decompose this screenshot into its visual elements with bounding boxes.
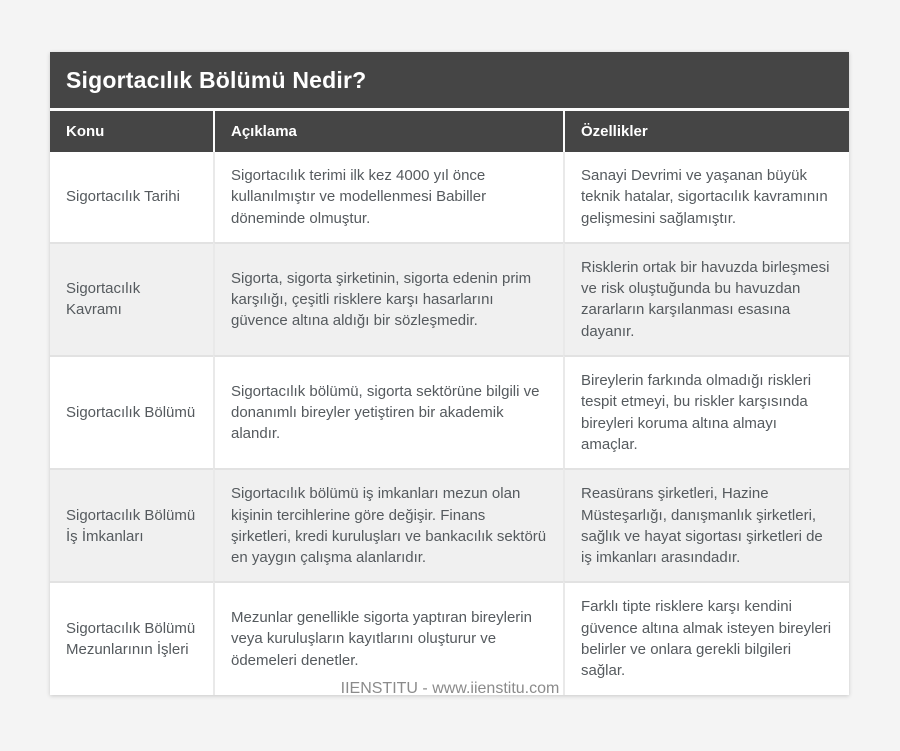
cell-description: Mezunlar genellikle sigorta yaptıran bireylerin veya kuruluşların kayıtlarını oluşturur ve ödemeleri denetler. <box>213 581 563 694</box>
table-row <box>50 581 849 694</box>
table-row <box>50 152 849 242</box>
table-body <box>50 152 849 695</box>
column-header-topic: Konu <box>50 111 213 152</box>
table-header <box>50 111 849 152</box>
column-header-features: Özellikler <box>563 111 849 152</box>
table-row <box>50 468 849 581</box>
table-row <box>50 242 849 355</box>
cell-features: Bireylerin farkında olmadığı riskleri tespit etmeyi, bu riskler karşısında bireyleri koruma altına almayı amaçlar. <box>563 355 849 468</box>
cell-topic: Sigortacılık Kavramı <box>50 242 213 355</box>
cell-description: Sigorta, sigorta şirketinin, sigorta edenin prim karşılığı, çeşitli risklere karşı hasarlarını güvence altına aldığı bir sözleşmedir. <box>213 242 563 355</box>
column-header-description: Açıklama <box>213 111 563 152</box>
cell-topic: Sigortacılık Bölümü İş İmkanları <box>50 468 213 581</box>
cell-topic: Sigortacılık Bölümü <box>50 355 213 468</box>
cell-description: Sigortacılık bölümü iş imkanları mezun olan kişinin tercihlerine göre değişir. Finans şirketleri, kredi kuruluşları ve bankacılık sektörü en yaygın çalışma alanlarıdır. <box>213 468 563 581</box>
insurance-info-card <box>50 52 849 695</box>
footer-branding: IIENSTITU - www.iienstitu.com <box>340 680 560 697</box>
cell-features: Risklerin ortak bir havuzda birleşmesi ve risk oluştuğunda bu havuzdan zararların karşılanması esasına dayanır. <box>563 242 849 355</box>
insurance-info-table <box>50 111 849 695</box>
cell-topic: Sigortacılık Bölümü Mezunlarının İşleri <box>50 581 213 694</box>
cell-features: Sanayi Devrimi ve yaşanan büyük teknik hatalar, sigortacılık kavramının gelişmesini sağlamıştır. <box>563 152 849 242</box>
cell-features: Reasürans şirketleri, Hazine Müsteşarlığı, danışmanlık şirketleri, sağlık ve hayat sigortası şirketleri de iş imkanları arasındadır. <box>563 468 849 581</box>
header-row <box>50 111 849 152</box>
cell-features: Farklı tipte risklere karşı kendini güvence altına almak isteyen bireyleri belirler ve onlara gerekli bilgileri sağlar. <box>563 581 849 694</box>
table-row <box>50 355 849 468</box>
cell-description: Sigortacılık bölümü, sigorta sektörüne bilgili ve donanımlı bireyler yetiştiren bir akademik alandır. <box>213 355 563 468</box>
card-title: Sigortacılık Bölümü Nedir? <box>50 52 849 111</box>
cell-topic: Sigortacılık Tarihi <box>50 152 213 242</box>
cell-description: Sigortacılık terimi ilk kez 4000 yıl önce kullanılmıştır ve modellenmesi Babiller döneminde olmuştur. <box>213 152 563 242</box>
